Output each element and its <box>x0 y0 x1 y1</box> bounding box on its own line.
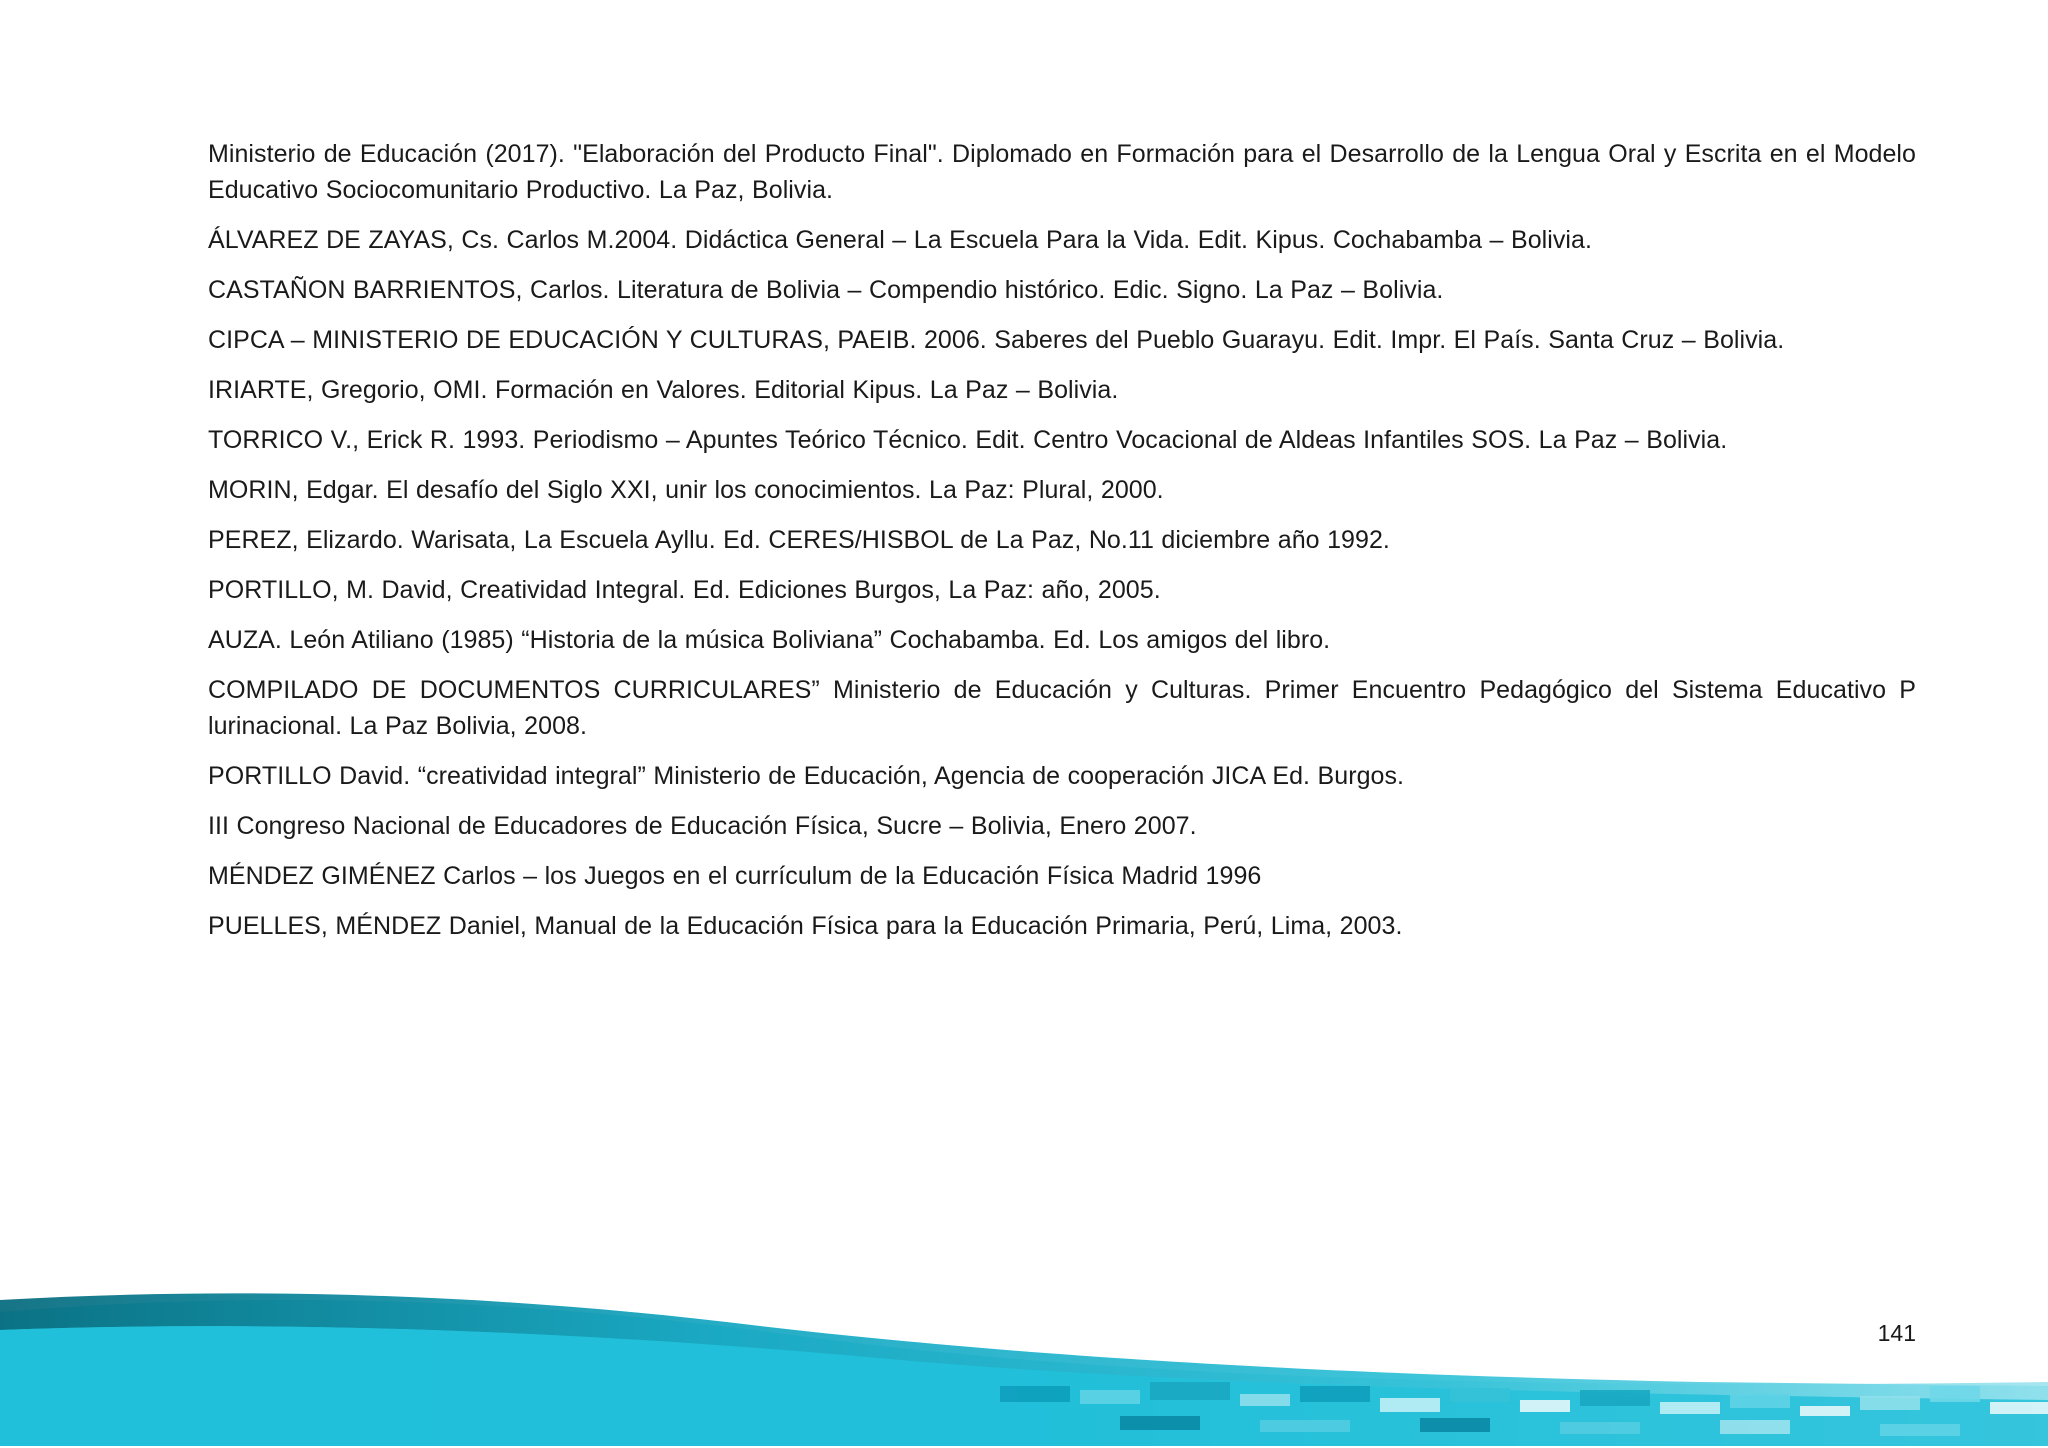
reference-entry: PORTILLO, M. David, Creatividad Integral. Ed. Ediciones Burgos, La Paz: año, 2005. <box>208 576 1161 604</box>
reference-entry: IRIARTE, Gregorio, OMI. Formación en Valores. Editorial Kipus. La Paz – Bolivia. <box>208 376 1119 404</box>
reference-entry: PEREZ, Elizardo. Warisata, La Escuela Ayllu. Ed. CERES/HISBOL de La Paz, No.11 diciembre año 1992. <box>208 526 1390 554</box>
reference-entry: PUELLES, MÉNDEZ Daniel, Manual de la Educación Física para la Educación Primaria, Perú, Lima, 2003. <box>208 912 1403 940</box>
reference-entry: TORRICO V., Erick R. 1993. Periodismo – Apuntes Teórico Técnico. Edit. Centro Vocacional de Aldeas Infantiles SOS. La Paz – Bolivia. <box>208 426 1728 454</box>
bibliography-list <box>208 136 1916 958</box>
reference-entry: CASTAÑON BARRIENTOS, Carlos. Literatura de Bolivia – Compendio histórico. Edic. Signo. La Paz – Bolivia. <box>208 276 1444 304</box>
reference-entry: ÁLVAREZ DE ZAYAS, Cs. Carlos M.2004. Didáctica General – La Escuela Para la Vida. Edit. Kipus. Cochabamba – Bolivia. <box>208 226 1592 254</box>
reference-entry: AUZA. León Atiliano (1985) “Historia de la música Boliviana” Cochabamba. Ed. Los amigos del libro. <box>208 626 1331 654</box>
reference-entry: COMPILADO DE DOCUMENTOS CURRICULARES” Ministerio de Educación y Culturas. Primer Encuentro Pedagógico del Sistema Educativo P lurinacional. La Paz Bolivia, 2008. <box>208 676 1916 740</box>
reference-entry: III Congreso Nacional de Educadores de Educación Física, Sucre – Bolivia, Enero 2007. <box>208 812 1197 840</box>
page-number: 141 <box>1877 1320 1916 1346</box>
reference-entry: Ministerio de Educación (2017). "Elaboración del Producto Final". Diplomado en Formación para el Desarrollo de la Lengua Oral y Escrita en el Modelo Educativo Sociocomunitario Productivo. La Paz, Bolivia. <box>208 140 1916 204</box>
reference-entry: MÉNDEZ GIMÉNEZ Carlos – los Juegos en el currículum de la Educación Física Madrid 1996 <box>208 862 1262 890</box>
reference-entry: MORIN, Edgar. El desafío del Siglo XXI, unir los conocimientos. La Paz: Plural, 2000. <box>208 476 1164 504</box>
reference-entry: CIPCA – MINISTERIO DE EDUCACIÓN Y CULTURAS, PAEIB. 2006. Saberes del Pueblo Guarayu. Edit. Impr. El País. Santa Cruz – Bolivia. <box>208 326 1785 354</box>
reference-entry: PORTILLO David. “creatividad integral” Ministerio de Educación, Agencia de cooperación JICA Ed. Burgos. <box>208 762 1405 790</box>
footer-wave-decoration <box>0 1290 2048 1448</box>
